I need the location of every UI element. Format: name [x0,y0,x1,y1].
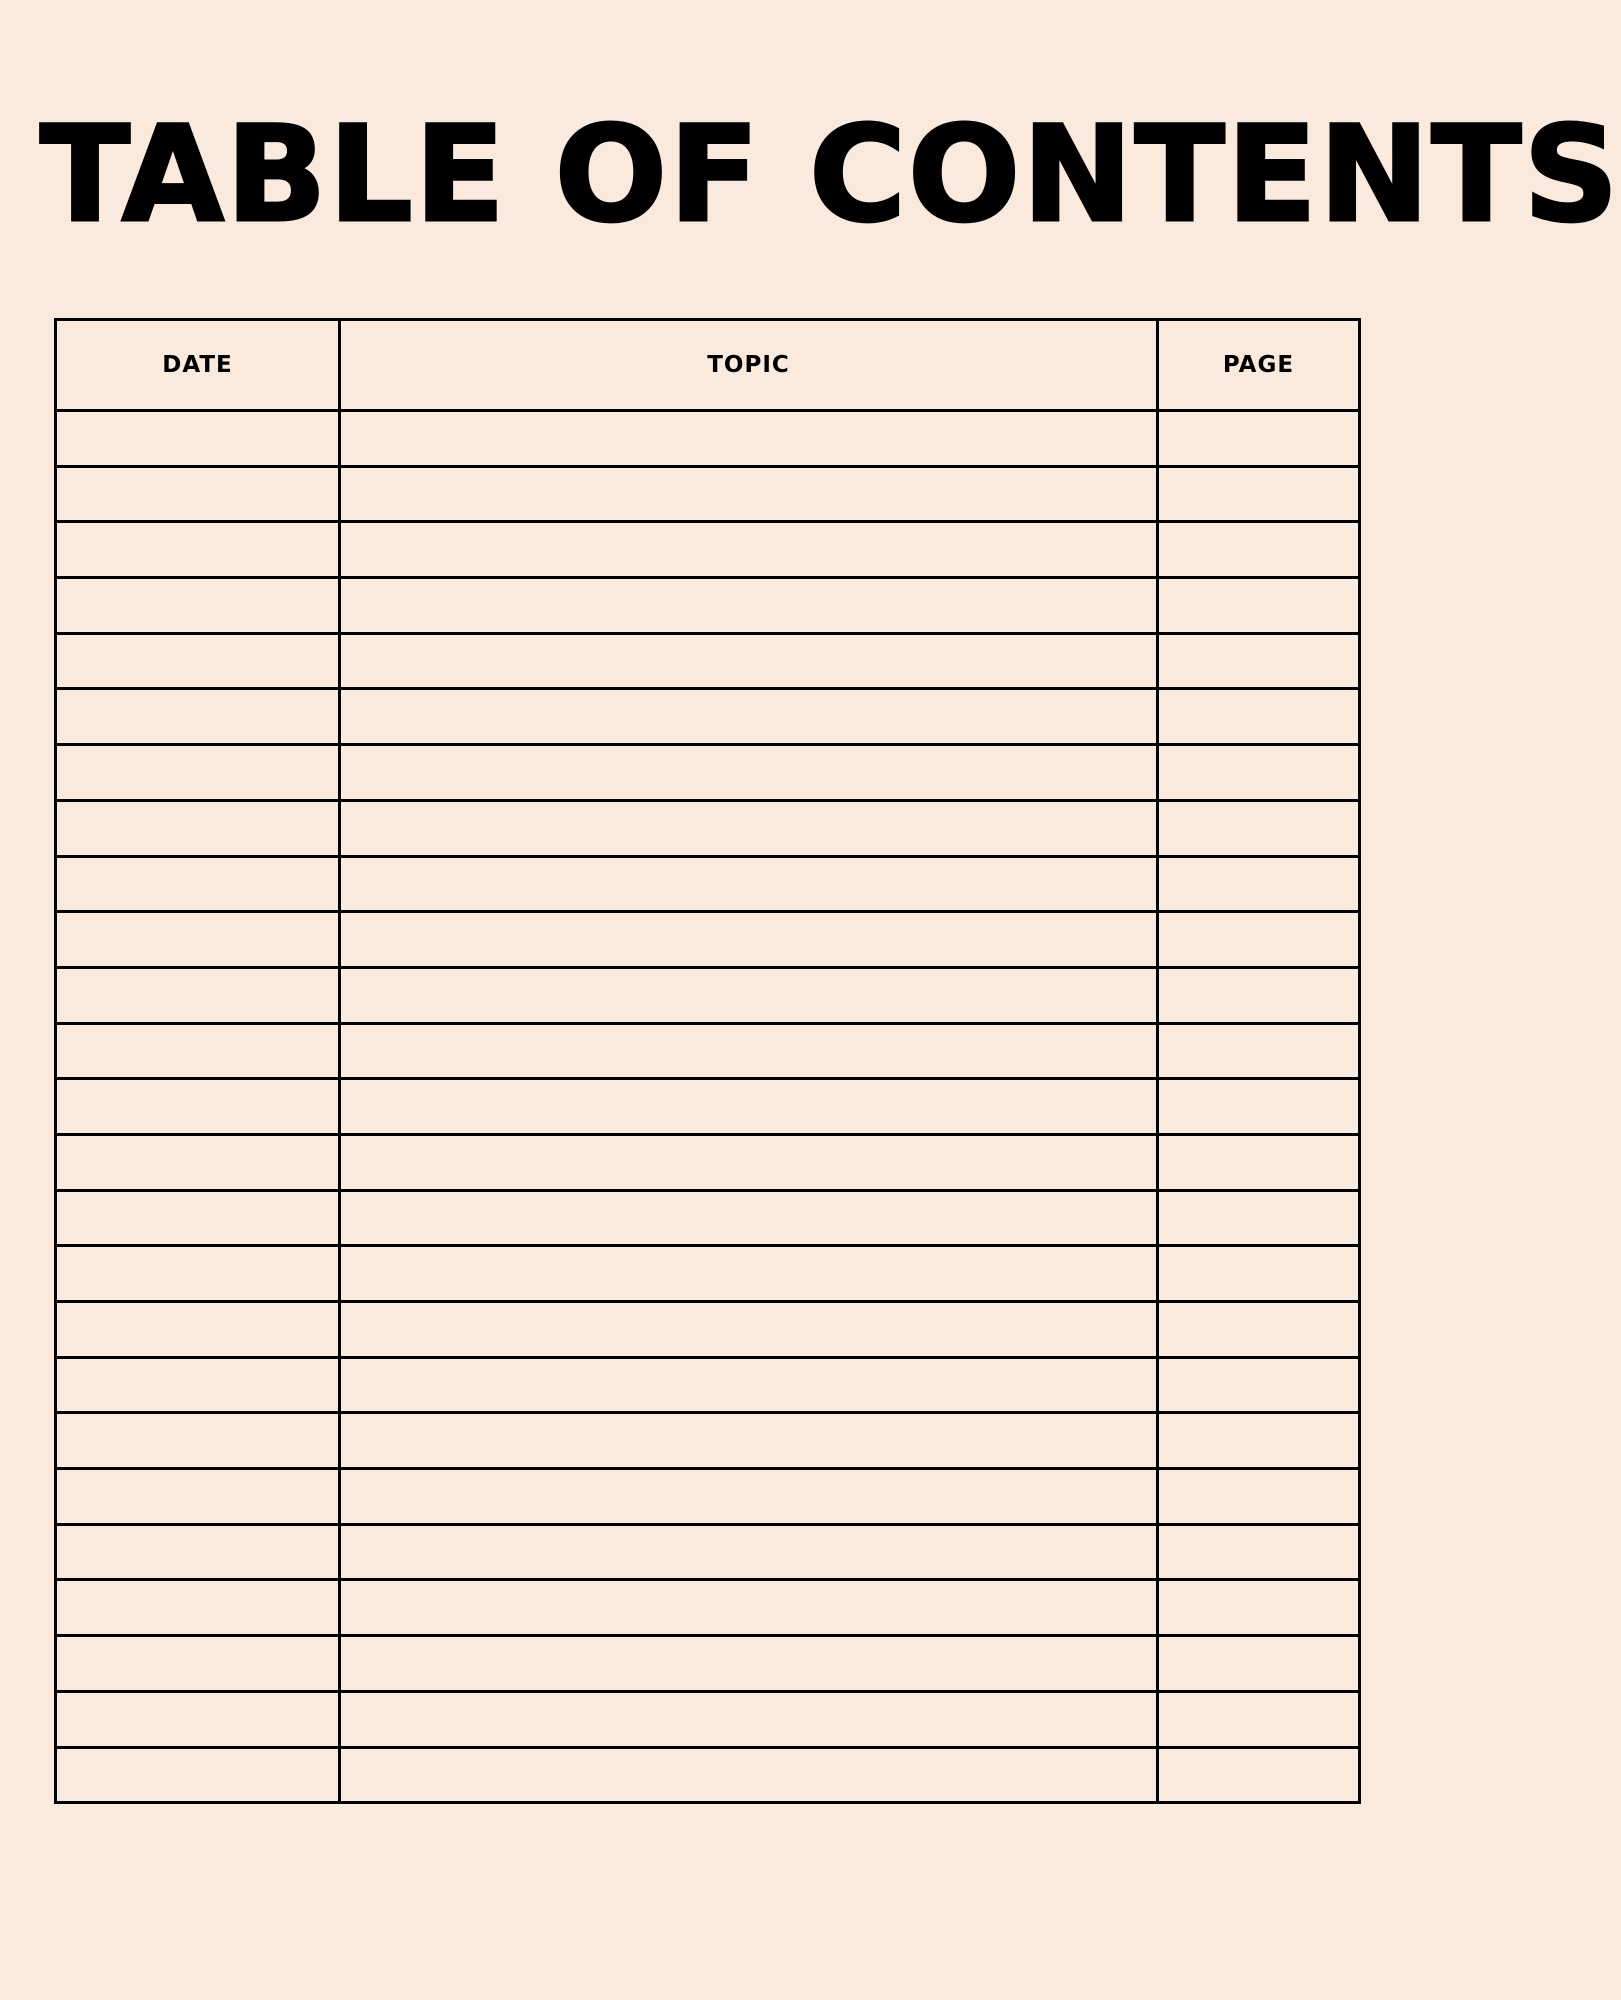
topic-cell[interactable] [340,800,1158,856]
topic-cell[interactable] [340,1246,1158,1302]
table-row [56,1190,1360,1246]
page-cell[interactable] [1158,856,1360,912]
topic-cell[interactable] [340,1691,1158,1747]
table-row [56,1524,1360,1580]
topic-cell[interactable] [340,1190,1158,1246]
table-row [56,633,1360,689]
table-row [56,522,1360,578]
date-cell[interactable] [56,578,340,634]
table-row [56,689,1360,745]
page-cell[interactable] [1158,689,1360,745]
page-cell[interactable] [1158,633,1360,689]
table-header-row [56,320,1360,411]
page-cell[interactable] [1158,1023,1360,1079]
page-cell[interactable] [1158,745,1360,801]
date-cell[interactable] [56,1524,340,1580]
table-row [56,1636,1360,1692]
page-cell[interactable] [1158,1246,1360,1302]
topic-cell[interactable] [340,1079,1158,1135]
page-cell[interactable] [1158,1079,1360,1135]
date-cell[interactable] [56,411,340,467]
toc-table [54,318,1361,1804]
table-row [56,1691,1360,1747]
date-cell[interactable] [56,967,340,1023]
topic-cell[interactable] [340,578,1158,634]
table-row [56,466,1360,522]
date-cell[interactable] [56,1134,340,1190]
topic-cell[interactable] [340,856,1158,912]
table-row [56,578,1360,634]
topic-cell[interactable] [340,1134,1158,1190]
topic-cell[interactable] [340,689,1158,745]
topic-cell[interactable] [340,1302,1158,1358]
date-cell[interactable] [56,1413,340,1469]
table-row [56,1357,1360,1413]
table-row [56,1134,1360,1190]
table-row [56,1413,1360,1469]
column-header-page: PAGE [1158,320,1360,411]
topic-cell[interactable] [340,466,1158,522]
date-cell[interactable] [56,1190,340,1246]
topic-cell[interactable] [340,745,1158,801]
table-row [56,1302,1360,1358]
page-cell[interactable] [1158,1580,1360,1636]
page-cell[interactable] [1158,411,1360,467]
date-cell[interactable] [56,856,340,912]
table-row [56,411,1360,467]
topic-cell[interactable] [340,633,1158,689]
column-header-date: DATE [56,320,340,411]
page-cell[interactable] [1158,1524,1360,1580]
topic-cell[interactable] [340,1023,1158,1079]
topic-cell[interactable] [340,1357,1158,1413]
date-cell[interactable] [56,1636,340,1692]
page-cell[interactable] [1158,912,1360,968]
page-cell[interactable] [1158,1691,1360,1747]
date-cell[interactable] [56,689,340,745]
page-cell[interactable] [1158,1413,1360,1469]
table-row [56,745,1360,801]
table-row [56,1079,1360,1135]
date-cell[interactable] [56,912,340,968]
date-cell[interactable] [56,1246,340,1302]
date-cell[interactable] [56,1469,340,1525]
table-row [56,1246,1360,1302]
topic-cell[interactable] [340,912,1158,968]
date-cell[interactable] [56,1023,340,1079]
page-cell[interactable] [1158,1747,1360,1803]
page-cell[interactable] [1158,522,1360,578]
date-cell[interactable] [56,466,340,522]
page-cell[interactable] [1158,1469,1360,1525]
table-row [56,1747,1360,1803]
page-cell[interactable] [1158,1636,1360,1692]
topic-cell[interactable] [340,1747,1158,1803]
date-cell[interactable] [56,522,340,578]
topic-cell[interactable] [340,1469,1158,1525]
date-cell[interactable] [56,1580,340,1636]
page-cell[interactable] [1158,1357,1360,1413]
topic-cell[interactable] [340,1524,1158,1580]
table-row [56,856,1360,912]
table-row [56,967,1360,1023]
table-body [56,411,1360,1803]
page-cell[interactable] [1158,466,1360,522]
topic-cell[interactable] [340,1580,1158,1636]
column-header-topic: TOPIC [340,320,1158,411]
table-row [56,1580,1360,1636]
page-cell[interactable] [1158,1190,1360,1246]
topic-cell[interactable] [340,1413,1158,1469]
topic-cell[interactable] [340,967,1158,1023]
page-cell[interactable] [1158,1134,1360,1190]
page-cell[interactable] [1158,967,1360,1023]
table-row [56,1469,1360,1525]
topic-cell[interactable] [340,522,1158,578]
page-cell[interactable] [1158,800,1360,856]
page-cell[interactable] [1158,578,1360,634]
date-cell[interactable] [56,745,340,801]
page-title: TABLE OF CONTENTS [40,98,1621,252]
date-cell[interactable] [56,1302,340,1358]
page-cell[interactable] [1158,1302,1360,1358]
date-cell[interactable] [56,633,340,689]
date-cell[interactable] [56,1691,340,1747]
date-cell[interactable] [56,1357,340,1413]
table-row [56,1023,1360,1079]
topic-cell[interactable] [340,1636,1158,1692]
table-row [56,912,1360,968]
date-cell[interactable] [56,800,340,856]
table-row [56,800,1360,856]
date-cell[interactable] [56,1747,340,1803]
topic-cell[interactable] [340,411,1158,467]
date-cell[interactable] [56,1079,340,1135]
